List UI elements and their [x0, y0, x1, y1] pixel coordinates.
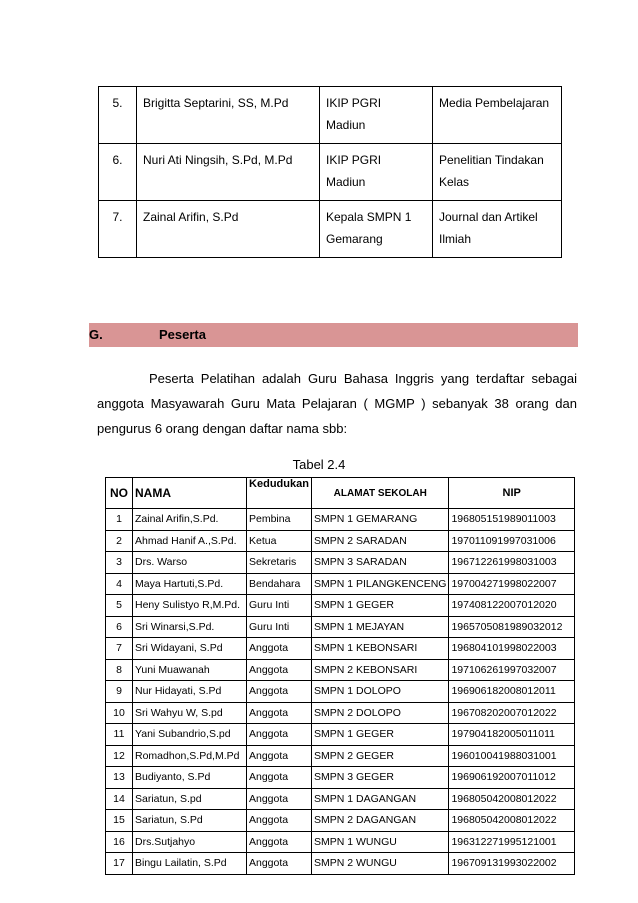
cell-no: 14 [106, 788, 133, 810]
cell-alamat: SMPN 1 KEBONSARI [312, 638, 449, 660]
table-row [106, 530, 575, 552]
header-kedudukan: Kedudukan [247, 478, 312, 509]
cell-nama: Sri Wahyu W, S.pd [133, 702, 247, 724]
cell-no: 15 [106, 810, 133, 832]
table-row [106, 810, 575, 832]
cell-nip: 197106261997032007 [449, 659, 575, 681]
speaker-no-line: 7. [112, 210, 123, 224]
paragraph-line: pengurus 6 orang dengan daftar nama sbb: [97, 421, 348, 436]
table-row [106, 724, 575, 746]
table-row [106, 616, 575, 638]
cell-alamat: SMPN 1 PILANGKENCENG [312, 573, 449, 595]
cell-no: 12 [106, 745, 133, 767]
cell-alamat: SMPN 1 GEGER [312, 724, 449, 746]
cell-alamat: SMPN 2 KEBONSARI [312, 659, 449, 681]
section-heading [89, 323, 578, 347]
cell-no: 17 [106, 853, 133, 875]
cell-kedudukan: Ketua [247, 530, 312, 552]
cell-nip: 196708202007012022 [449, 702, 575, 724]
cell-kedudukan: Anggota [247, 853, 312, 875]
cell-alamat: SMPN 2 DOLOPO [312, 702, 449, 724]
cell-alamat: SMPN 1 WUNGU [312, 831, 449, 853]
speaker-row [99, 87, 562, 144]
section-letter: G. [89, 327, 103, 342]
cell-alamat: SMPN 2 SARADAN [312, 530, 449, 552]
cell-nama: Budiyanto, S.Pd [133, 767, 247, 789]
cell-kedudukan: Anggota [247, 745, 312, 767]
cell-kedudukan: Anggota [247, 638, 312, 660]
speaker-name [137, 201, 320, 258]
cell-nip: 1965705081989032012 [449, 616, 575, 638]
cell-nip: 196010041988031001 [449, 745, 575, 767]
cell-nama: Ahmad Hanif A.,S.Pd. [133, 530, 247, 552]
cell-nip: 196906192007011012 [449, 767, 575, 789]
cell-nama: Zainal Arifin,S.Pd. [133, 509, 247, 531]
cell-nip: 196312271995121001 [449, 831, 575, 853]
speaker-institution [320, 201, 433, 258]
cell-no: 9 [106, 681, 133, 703]
cell-kedudukan: Anggota [247, 831, 312, 853]
table-row [106, 681, 575, 703]
cell-nip: 196709131993022002 [449, 853, 575, 875]
speaker-topic [433, 87, 562, 144]
cell-no: 2 [106, 530, 133, 552]
cell-kedudukan: Anggota [247, 810, 312, 832]
cell-nama: Romadhon,S.Pd,M.Pd [133, 745, 247, 767]
table-row [106, 659, 575, 681]
paragraph-line: anggota Masyawarah Guru Mata Pelajaran ( MGMP ) sebanyak 38 orang dan [97, 396, 577, 411]
cell-alamat: SMPN 1 DAGANGAN [312, 788, 449, 810]
cell-alamat: SMPN 1 GEMARANG [312, 509, 449, 531]
cell-alamat: SMPN 3 SARADAN [312, 552, 449, 574]
header-nama: NAMA [133, 478, 247, 509]
header-nip: NIP [449, 478, 575, 509]
table-row [106, 702, 575, 724]
speaker-no [99, 87, 137, 144]
cell-no: 7 [106, 638, 133, 660]
cell-nama: Drs. Warso [133, 552, 247, 574]
table-row [106, 767, 575, 789]
cell-alamat: SMPN 2 GEGER [312, 745, 449, 767]
speaker-name-line: Nuri Ati Ningsih, S.Pd, M.Pd [143, 153, 293, 167]
speaker-institution-line: Kepala SMPN 1 [326, 210, 412, 224]
cell-kedudukan: Anggota [247, 659, 312, 681]
speaker-no [99, 201, 137, 258]
speaker-no [99, 144, 137, 201]
cell-alamat: SMPN 1 GEGER [312, 595, 449, 617]
speaker-name-line: Zainal Arifin, S.Pd [143, 210, 239, 224]
speaker-no-line: 5. [112, 96, 123, 110]
table-row [106, 509, 575, 531]
table-row [106, 745, 575, 767]
table-row [106, 853, 575, 875]
cell-nip: 196805151989011003 [449, 509, 575, 531]
speaker-topic-line: Journal dan Artikel [439, 210, 538, 224]
cell-no: 4 [106, 573, 133, 595]
cell-nama: Yani Subandrio,S.pd [133, 724, 247, 746]
header-alamat: ALAMAT SEKOLAH [312, 478, 449, 509]
table-header-row [106, 478, 575, 509]
speaker-institution-line: IKIP PGRI [326, 153, 382, 167]
cell-kedudukan: Pembina [247, 509, 312, 531]
table-row [106, 595, 575, 617]
speaker-topic-line: Kelas [439, 175, 470, 189]
cell-no: 5 [106, 595, 133, 617]
speaker-topic-line: Media Pembelajaran [439, 96, 550, 110]
cell-no: 8 [106, 659, 133, 681]
table-row [106, 831, 575, 853]
cell-alamat: SMPN 1 MEJAYAN [312, 616, 449, 638]
cell-nip: 197004271998022007 [449, 573, 575, 595]
speaker-institution [320, 87, 433, 144]
cell-kedudukan: Sekretaris [247, 552, 312, 574]
cell-alamat: SMPN 3 GEGER [312, 767, 449, 789]
cell-alamat: SMPN 2 WUNGU [312, 853, 449, 875]
cell-no: 10 [106, 702, 133, 724]
cell-kedudukan: Anggota [247, 702, 312, 724]
cell-kedudukan: Anggota [247, 681, 312, 703]
speaker-no-line: 6. [112, 153, 123, 167]
speaker-name [137, 144, 320, 201]
cell-nama: Sariatun, S.pd [133, 788, 247, 810]
cell-kedudukan: Anggota [247, 767, 312, 789]
cell-nip: 196805042008012022 [449, 810, 575, 832]
speaker-institution-line: Madiun [326, 175, 366, 189]
cell-nama: Heny Sulistyo R,M.Pd. [133, 595, 247, 617]
cell-no: 6 [106, 616, 133, 638]
cell-nip: 196712261998031003 [449, 552, 575, 574]
speaker-institution [320, 144, 433, 201]
cell-no: 16 [106, 831, 133, 853]
cell-nama: Maya Hartuti,S.Pd. [133, 573, 247, 595]
speaker-topic-line: Penelitian Tindakan [439, 153, 544, 167]
speaker-row [99, 201, 562, 258]
cell-no: 3 [106, 552, 133, 574]
cell-kedudukan: Anggota [247, 788, 312, 810]
speakers-table [98, 86, 562, 258]
speaker-topic [433, 144, 562, 201]
cell-nip: 196906182008012011 [449, 681, 575, 703]
speaker-name-line: Brigitta Septarini, SS, M.Pd [143, 96, 289, 110]
cell-nip: 196804101998022003 [449, 638, 575, 660]
header-no: NO [106, 478, 133, 509]
speaker-row [99, 144, 562, 201]
speaker-institution-line: Gemarang [326, 232, 383, 246]
cell-nama: Yuni Muawanah [133, 659, 247, 681]
cell-nip: 197408122007012020 [449, 595, 575, 617]
table-row [106, 552, 575, 574]
speaker-topic [433, 201, 562, 258]
speaker-institution-line: Madiun [326, 118, 366, 132]
cell-nip: 196805042008012022 [449, 788, 575, 810]
cell-nama: Sri Widayani, S.Pd [133, 638, 247, 660]
cell-no: 1 [106, 509, 133, 531]
cell-kedudukan: Guru Inti [247, 595, 312, 617]
cell-alamat: SMPN 1 DOLOPO [312, 681, 449, 703]
cell-no: 11 [106, 724, 133, 746]
cell-kedudukan: Bendahara [247, 573, 312, 595]
speaker-institution-line: IKIP PGRI [326, 96, 382, 110]
cell-nama: Sri Winarsi,S.Pd. [133, 616, 247, 638]
table-caption: Tabel 2.4 [292, 457, 346, 472]
speaker-name [137, 87, 320, 144]
participants-paragraph [97, 366, 577, 441]
cell-no: 13 [106, 767, 133, 789]
table-row [106, 638, 575, 660]
table-row [106, 788, 575, 810]
table-row [106, 573, 575, 595]
cell-nama: Drs.Sutjahyo [133, 831, 247, 853]
cell-nip: 197904182005011011 [449, 724, 575, 746]
cell-nip: 197011091997031006 [449, 530, 575, 552]
cell-alamat: SMPN 2 DAGANGAN [312, 810, 449, 832]
cell-nama: Bingu Lailatin, S.Pd [133, 853, 247, 875]
paragraph-line: Peserta Pelatihan adalah Guru Bahasa Inggris yang terdaftar sebagai [149, 371, 577, 386]
section-title: Peserta [159, 327, 206, 342]
cell-kedudukan: Anggota [247, 724, 312, 746]
cell-kedudukan: Guru Inti [247, 616, 312, 638]
speaker-topic-line: Ilmiah [439, 232, 472, 246]
participants-table [105, 477, 575, 875]
cell-nama: Nur Hidayati, S.Pd [133, 681, 247, 703]
cell-nama: Sariatun, S.Pd [133, 810, 247, 832]
